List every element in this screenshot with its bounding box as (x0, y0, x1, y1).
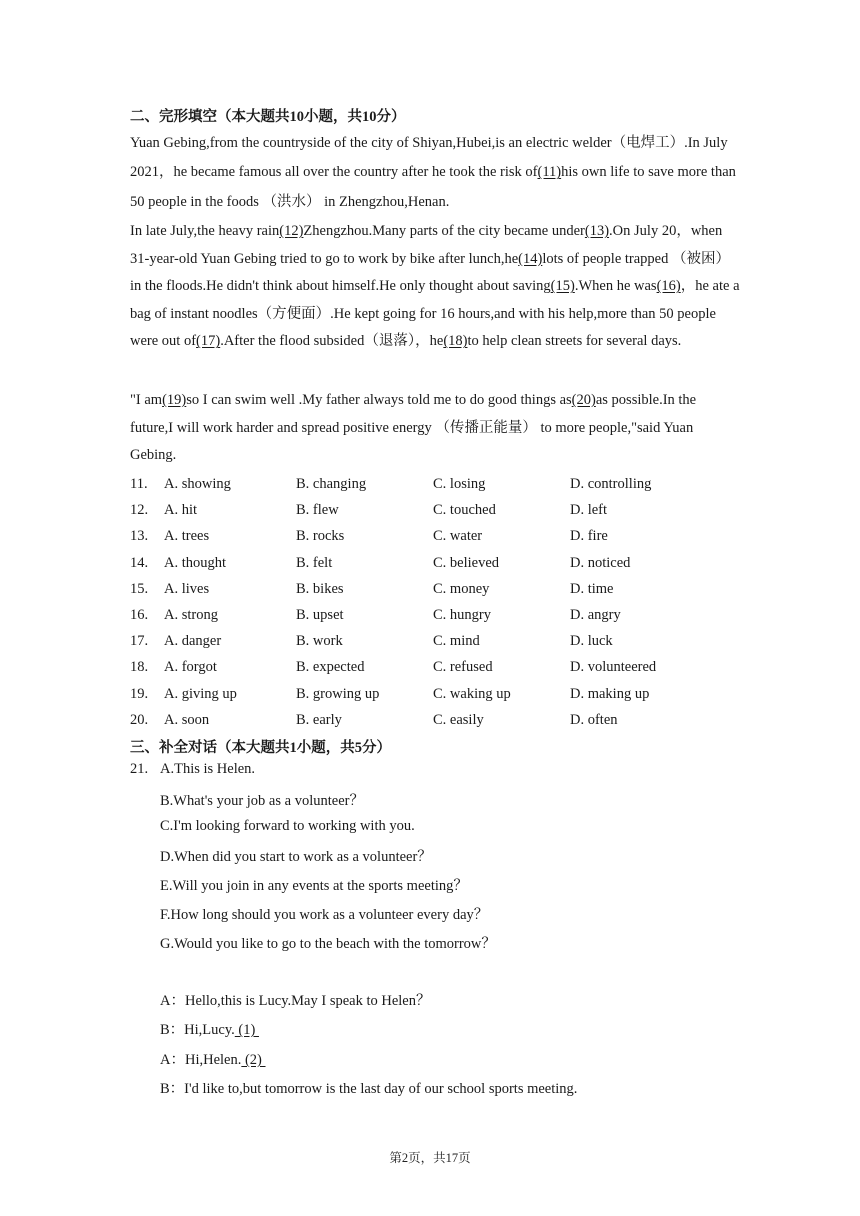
choice-b: B.What's your job as a volunteer？ (160, 793, 364, 809)
option-row (130, 628, 750, 654)
option-row (130, 707, 750, 733)
option-number: 11. (130, 476, 148, 492)
blank-number: (13) (584, 223, 610, 239)
blank-number: (11) (537, 164, 562, 181)
option-c: C. hungry (433, 606, 491, 623)
option-row (130, 681, 750, 707)
passage-paragraph-2: In late July,the heavy rain(12)Zhengzhou.Many parts of the city became under(13).On July 20，when 31-year-old Yuan Gebing tried to go to work by bike after lunch,he(14)lots of people trapped （被困） in the floods.He didn't think about himself.He only thought about saving(15).When he was(16)，he ate a bag of instant noodles（方便面）.He kept going for 16 hours,and with his help,more than 50 people were out of(17).After the flood subsided（退落），he(18)to help clean streets for several days. (130, 223, 740, 350)
section-2-title: 二、完形填空（本大题共10小题，共10分） (130, 109, 406, 125)
option-row (130, 602, 750, 628)
option-number: 13. (130, 528, 149, 545)
option-d: D. noticed (570, 554, 631, 571)
option-b: B. flew (296, 502, 339, 519)
choice-e: E.Will you join in any events at the sports meeting？ (160, 878, 468, 894)
option-d: D. angry (570, 606, 621, 623)
blank-number: (20) (571, 392, 596, 408)
blank-number: (18) (443, 333, 468, 350)
option-c: C. believed (433, 554, 500, 571)
option-c: C. easily (433, 711, 484, 728)
option-b: B. bikes (296, 580, 344, 597)
option-b: B. rocks (296, 528, 345, 545)
option-row (130, 523, 750, 549)
option-row (130, 576, 750, 602)
option-a: A. thought (164, 554, 227, 571)
choice-d: D.When did you start to work as a volunteer？ (160, 849, 432, 865)
choice-a: A.This is Helen. (160, 761, 256, 777)
option-number: 14. (130, 554, 149, 571)
option-d: D. volunteered (570, 659, 657, 676)
blank-number: (16) (656, 278, 681, 295)
option-row (130, 497, 750, 523)
blank-number: (12) (279, 223, 304, 239)
option-number: 20. (130, 711, 149, 728)
option-d: D. left (570, 502, 608, 519)
option-a: A. hit (164, 502, 198, 519)
option-number: 16. (130, 606, 149, 623)
page-footer: 第2页，共17页 (389, 1151, 471, 1165)
option-d: D. fire (570, 528, 608, 545)
option-a: A. soon (164, 711, 210, 728)
dialogue-line-2 (160, 1018, 259, 1039)
option-a: A. strong (164, 606, 218, 623)
option-d: D. luck (570, 633, 613, 650)
option-a: A. trees (164, 528, 210, 545)
option-c: C. money (433, 580, 490, 597)
blank-number: (17) (196, 333, 221, 350)
option-row (130, 550, 750, 576)
cloze-options (130, 471, 750, 733)
option-d: D. controlling (570, 476, 652, 492)
option-c: C. water (433, 528, 483, 545)
choice-g: G.Would you like to go to the beach with the tomorrow？ (160, 936, 496, 952)
passage-paragraph-1: Yuan Gebing,from the countryside of the city of Shiyan,Hubei,is an electric welder（电焊工）.In July 2021，he became famous all over the country after he took the risk of(11)his own life to save more than 50 people in the foods （洪水） in Zhengzhou,Henan. (130, 135, 736, 210)
option-c: C. touched (433, 502, 496, 519)
option-b: B. expected (296, 659, 365, 676)
option-number: 18. (130, 659, 149, 676)
dialogue-line-4: B：I'd like to,but tomorrow is the last day of our school sports meeting. (160, 1081, 578, 1097)
dialogue-text: B：Hi,Lucy. (160, 1022, 235, 1038)
blank-number: (19) (162, 392, 187, 408)
option-a: A. forgot (164, 659, 217, 676)
option-c: C. losing (433, 476, 486, 492)
option-b: B. growing up (296, 685, 380, 702)
answer-blank-1: (1) (234, 1022, 259, 1038)
option-row (130, 654, 750, 680)
option-row (130, 471, 750, 497)
option-number: 19. (130, 685, 149, 702)
dialogue-line-3 (160, 1048, 266, 1069)
option-d: D. often (570, 711, 618, 728)
option-d: D. time (570, 580, 614, 597)
option-d: D. making up (570, 685, 650, 702)
option-number: 15. (130, 580, 149, 597)
option-a: A. giving up (164, 685, 237, 702)
passage-paragraph-3: "I am(19)so I can swim well .My father always told me to do good things as(20)as possible.In the future,I will work harder and spread positive energy （传播正能量） to more people,"said Yuan Gebing. (130, 392, 697, 464)
question-number: 21. (130, 761, 149, 777)
option-number: 17. (130, 633, 149, 650)
dialogue-line-1: A：Hello,this is Lucy.May I speak to Helen？ (160, 993, 431, 1009)
blank-number: (14) (518, 250, 543, 267)
dialogue-text: A：Hi,Helen. (160, 1052, 242, 1068)
option-a: A. danger (164, 633, 222, 650)
option-b: B. early (296, 711, 342, 728)
choice-f: F.How long should you work as a volunteer every day？ (160, 907, 489, 923)
blank-number: (15) (550, 278, 575, 295)
section-3-title: 三、补全对话（本大题共1小题，共5分） (130, 740, 391, 756)
option-b: B. felt (296, 554, 333, 571)
option-c: C. mind (433, 633, 480, 650)
option-a: A. showing (164, 476, 231, 492)
answer-blank-2: (2) (241, 1052, 266, 1068)
option-number: 12. (130, 502, 149, 519)
option-c: C. refused (433, 659, 493, 676)
option-b: B. work (296, 633, 343, 650)
choice-c: C.I'm looking forward to working with you. (160, 818, 415, 834)
option-b: B. changing (296, 476, 367, 492)
option-c: C. waking up (433, 685, 511, 702)
option-b: B. upset (296, 606, 344, 623)
option-a: A. lives (164, 580, 210, 597)
